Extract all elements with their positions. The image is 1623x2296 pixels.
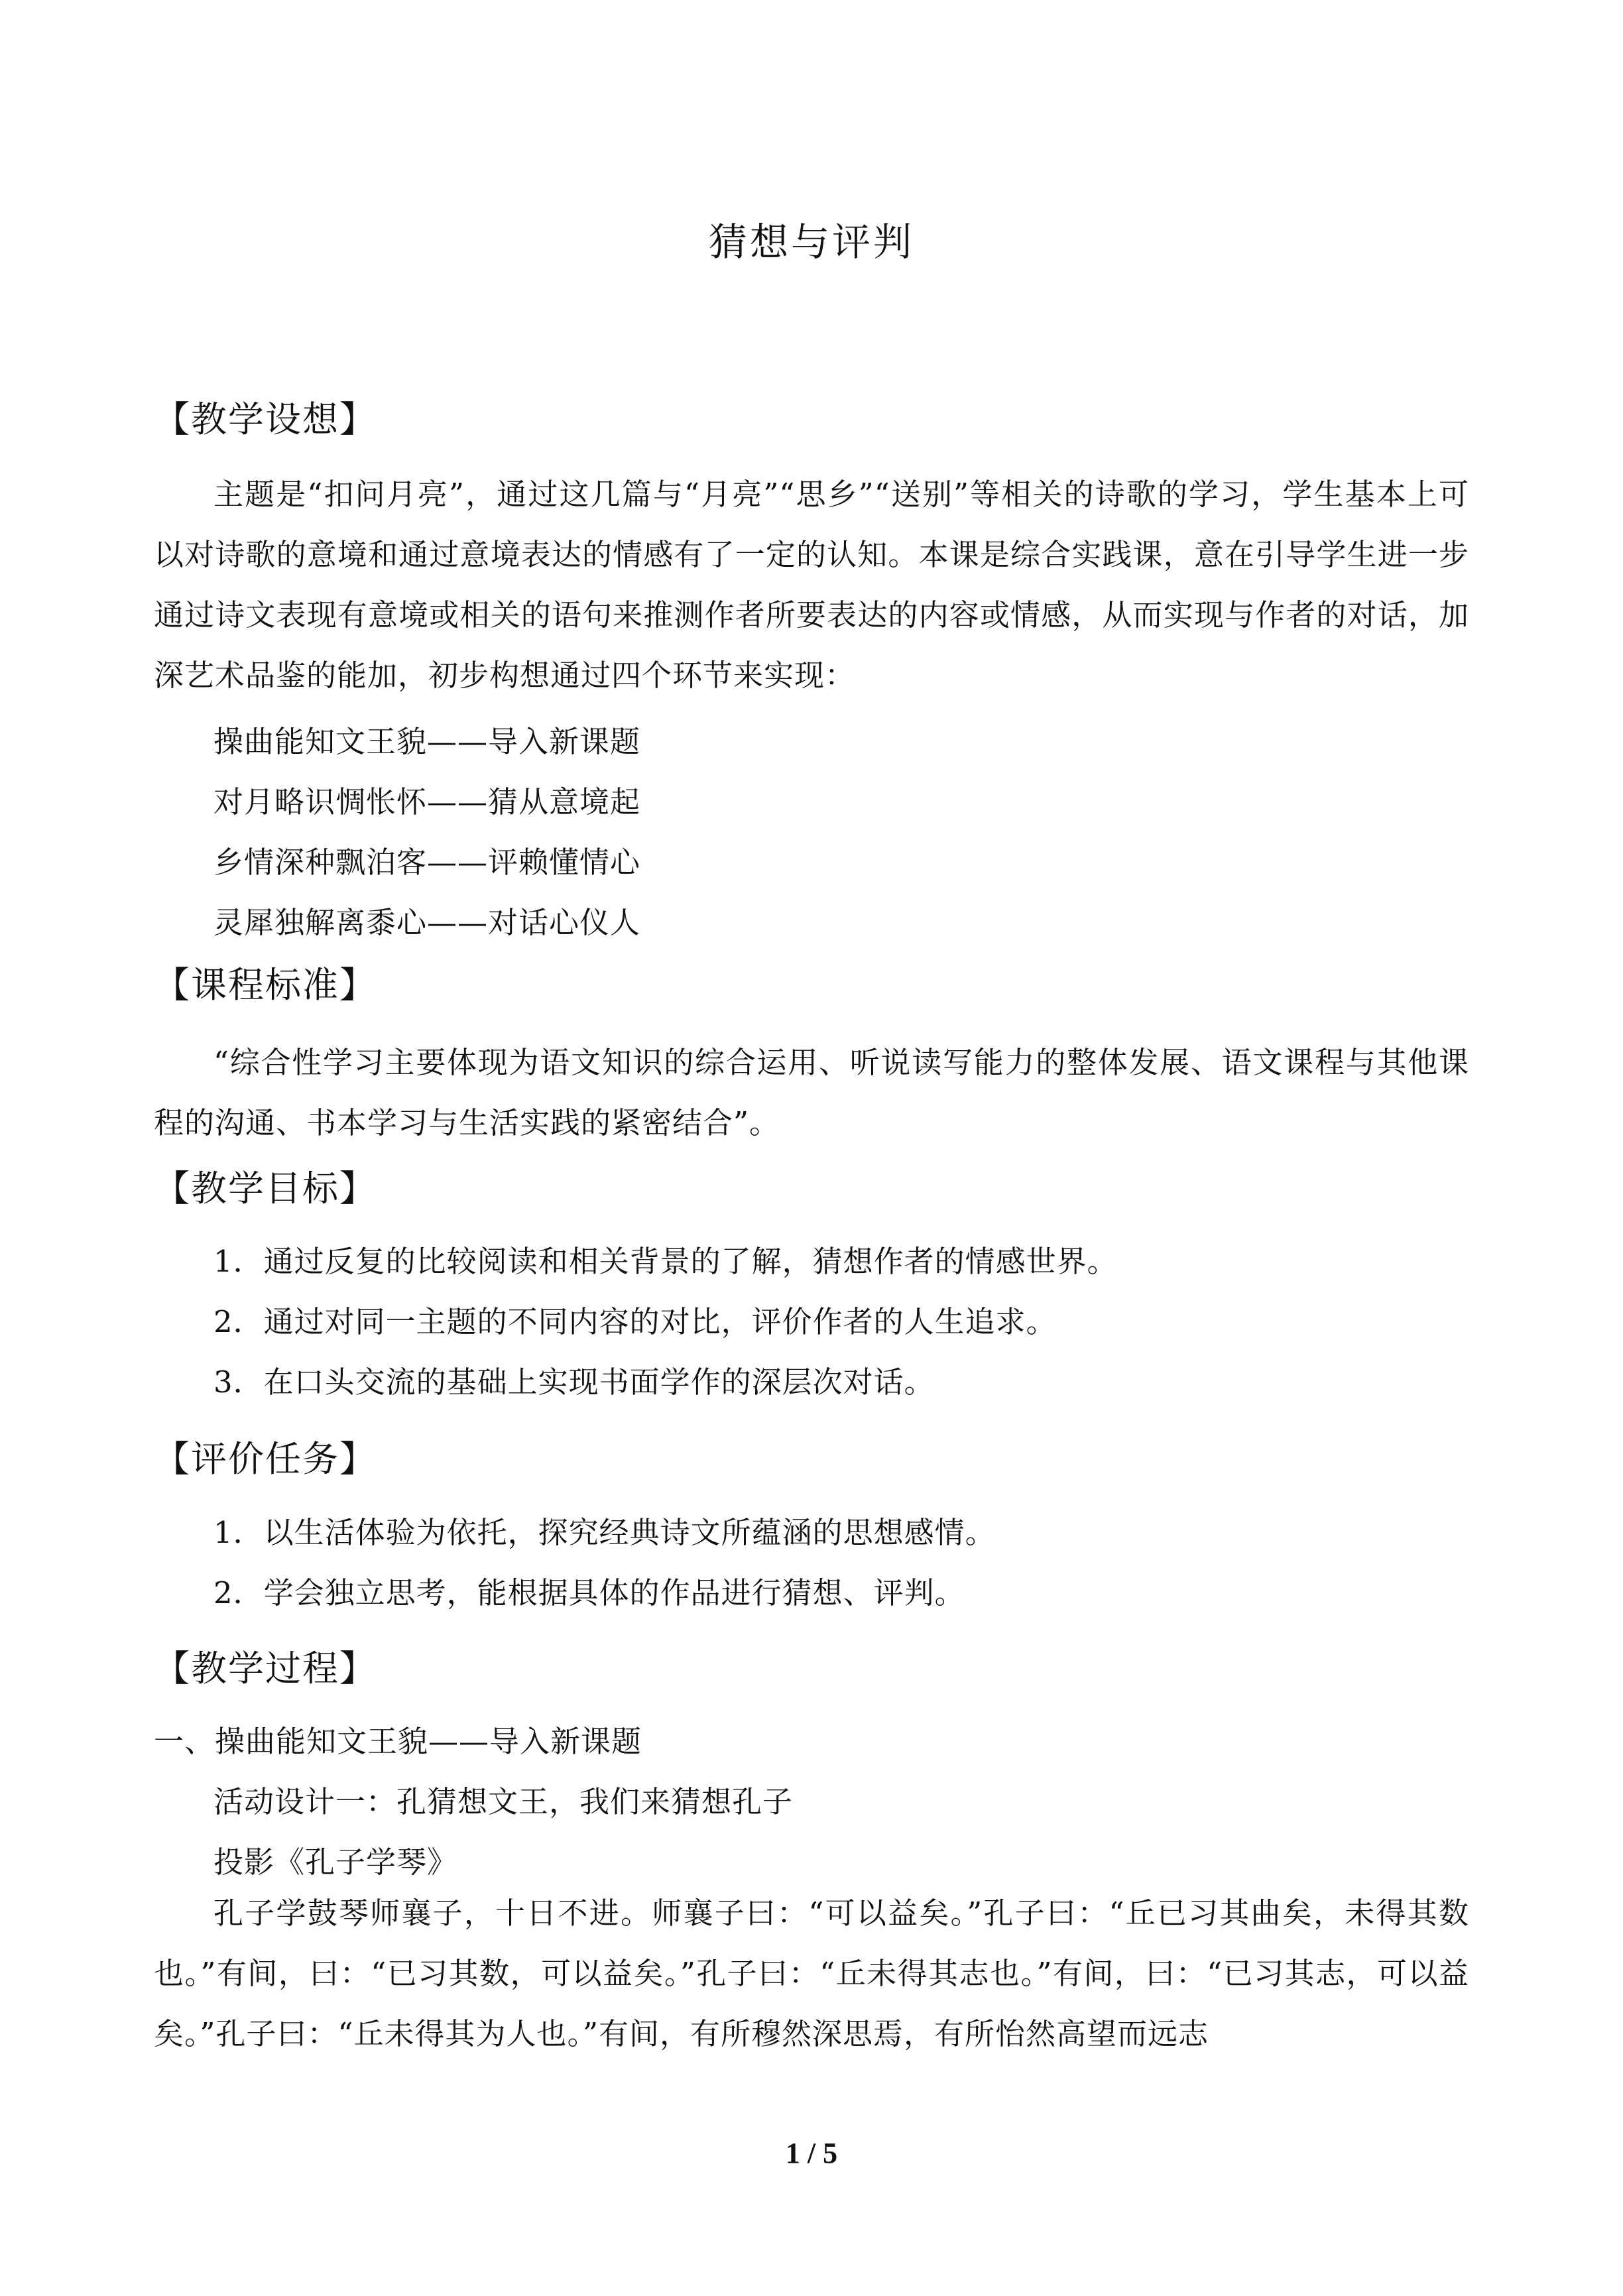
- process-part-one: 一、操曲能知文王貌——导入新课题: [154, 1724, 642, 1759]
- projection-note: 投影《孔子学琴》: [213, 1844, 458, 1880]
- design-step: 操曲能知文王貌——导入新课题: [213, 724, 641, 759]
- section-heading-design: 【教学设想】: [154, 398, 377, 440]
- activity-design: 活动设计一：孔猜想文王，我们来猜想孔子: [213, 1784, 794, 1819]
- goal-item: 1．通过反复的比较阅读和相关背景的了解，猜想作者的情感世界。: [213, 1244, 1118, 1279]
- section-heading-standard: 【课程标准】: [154, 964, 377, 1006]
- design-paragraph: 主题是“扣问月亮”，通过这几篇与“月亮”“思乡”“送别”等相关的诗歌的学习，学生基本上可以对诗歌的意境和通过意境表达的情感有了一定的认知。本课是综合实践课，意在引导学生进一步通过诗文表现有意境或相关的语句来推测作者所要表达的内容或情感，从而实现与作者的对话，加深艺术品鉴的能加，初步构想通过四个环节来实现：: [154, 477, 1469, 693]
- page-number: 1 / 5: [785, 2137, 838, 2169]
- task-item: 1．以生活体验为依托，探究经典诗文所蕴涵的思想感情。: [213, 1515, 996, 1550]
- section-heading-goals: 【教学目标】: [154, 1168, 377, 1209]
- design-step: 对月略识惆怅怀——猜从意境起: [213, 784, 641, 819]
- standard-paragraph: “综合性学习主要体现为语文知识的综合运用、听说读写能力的整体发展、语文课程与其他课程的沟通、书本学习与生活实践的紧密结合”。: [154, 1045, 1469, 1140]
- task-item: 2．学会独立思考，能根据具体的作品进行猜想、评判。: [213, 1575, 965, 1610]
- design-step: 灵犀独解离黍心——对话心仪人: [213, 905, 641, 940]
- design-step: 乡情深种飘泊客——评赖懂情心: [213, 845, 641, 880]
- goal-item: 3．在口头交流的基础上实现书面学作的深层次对话。: [213, 1364, 935, 1400]
- section-heading-process: 【教学过程】: [154, 1648, 377, 1689]
- section-heading-tasks: 【评价任务】: [154, 1438, 377, 1480]
- page-title: 猜想与评判: [708, 219, 914, 265]
- goal-item: 2．通过对同一主题的不同内容的对比，评价作者的人生追求。: [213, 1304, 1057, 1339]
- classical-text-paragraph: 孔子学鼓琴师襄子，十日不进。师襄子曰：“可以益矣。”孔子曰：“丘已习其曲矣，未得其数也。”有间，曰：“已习其数，可以益矣。”孔子曰：“丘未得其志也。”有间，曰：“已习其志，可以益矣。”孔子曰：“丘未得其为人也。”有间，有所穆然深思焉，有所怡然高望而远志: [154, 1896, 1469, 2051]
